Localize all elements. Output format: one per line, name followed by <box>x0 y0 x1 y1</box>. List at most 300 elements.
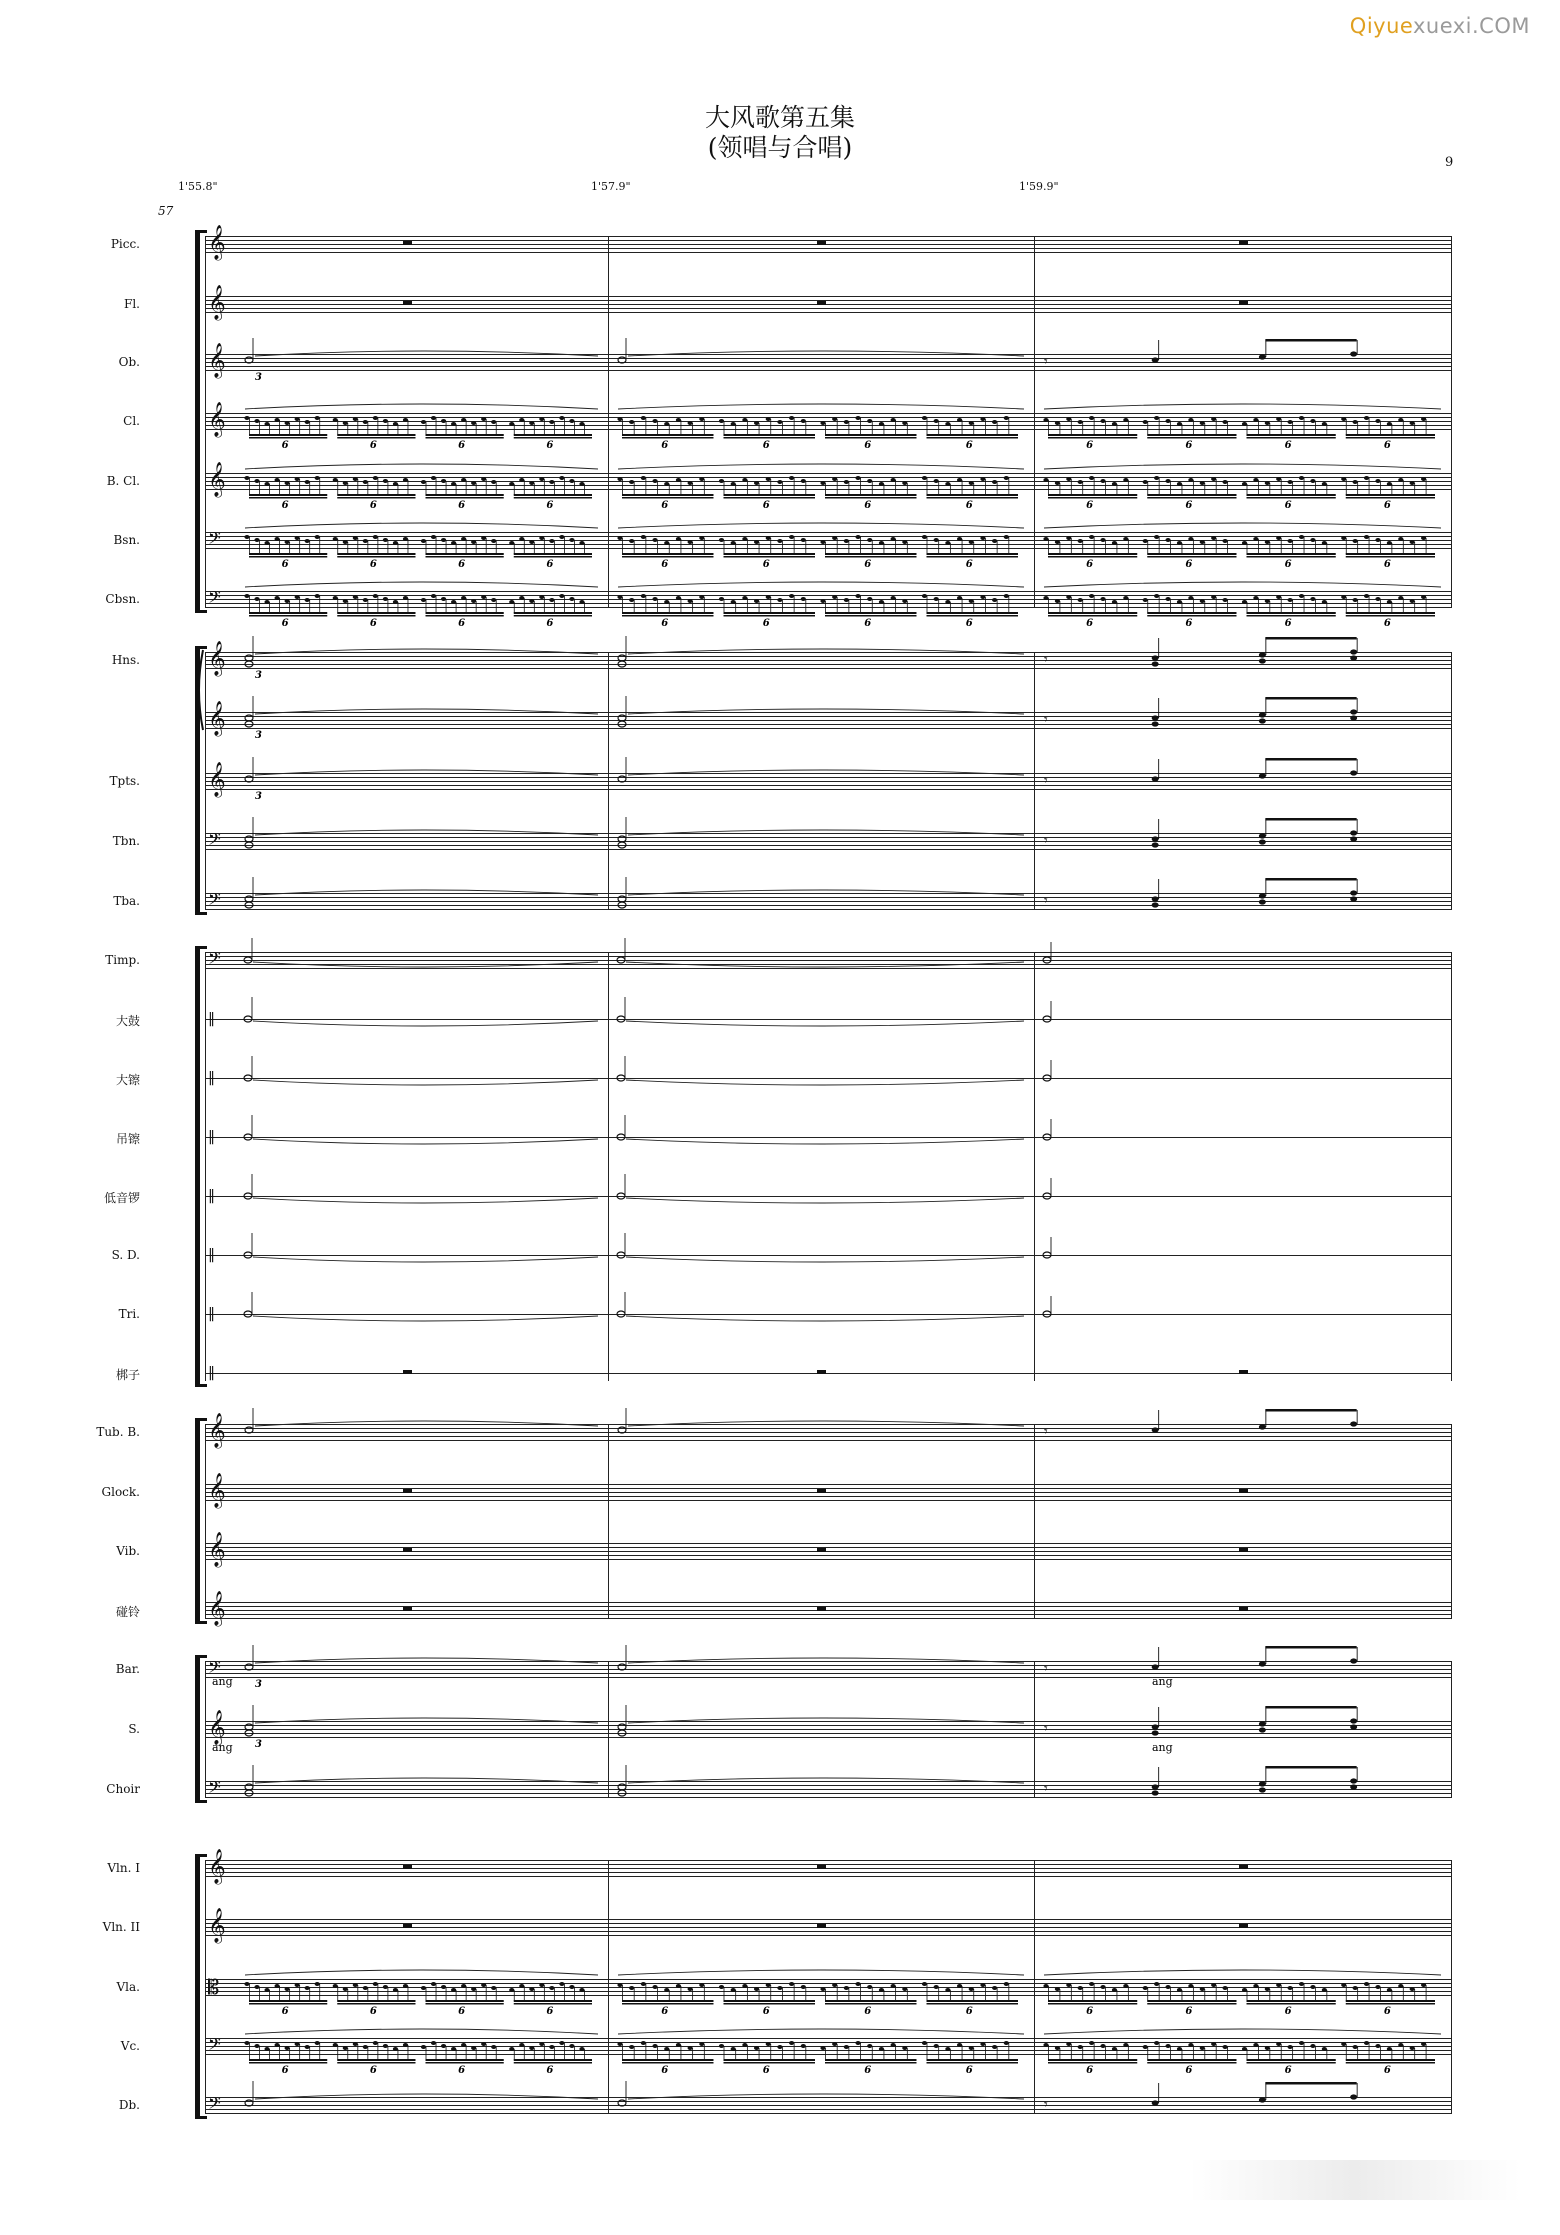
notehead <box>1421 536 1426 540</box>
notehead <box>879 600 884 604</box>
tuplet-number: 6 <box>762 440 770 451</box>
treble-clef-icon: 𝄞 <box>208 343 226 378</box>
half-note <box>617 1193 625 1199</box>
notehead <box>742 2043 747 2047</box>
notehead <box>766 595 771 599</box>
notehead <box>1066 2042 1071 2046</box>
notehead <box>1322 600 1327 604</box>
tuplet-number: 6 <box>762 559 770 570</box>
half-note <box>244 1193 252 1199</box>
notehead <box>1152 1664 1159 1669</box>
tuplet-number: 6 <box>1185 559 1193 570</box>
notehead <box>867 538 872 542</box>
notehead <box>1276 536 1281 540</box>
notehead <box>820 2046 825 2050</box>
notehead <box>461 418 466 422</box>
notehead <box>559 594 564 598</box>
slur <box>618 464 1024 469</box>
notehead <box>461 537 466 541</box>
notehead <box>1055 421 1060 425</box>
slur <box>245 2029 598 2034</box>
beam <box>1346 2059 1435 2061</box>
notehead <box>832 536 837 540</box>
notehead <box>789 1982 794 1986</box>
tuplet-number: 6 <box>281 440 289 451</box>
notehead <box>245 661 253 667</box>
notehead <box>509 541 514 545</box>
notehead <box>618 661 626 667</box>
beam <box>1147 615 1236 617</box>
notehead <box>1375 1985 1380 1989</box>
notehead <box>1200 481 1205 485</box>
notehead <box>509 422 514 426</box>
notehead <box>315 594 320 598</box>
notehead <box>820 421 825 425</box>
notehead <box>1089 1982 1094 1986</box>
tie <box>628 2094 1024 2099</box>
tuplet-number: 6 <box>369 2006 377 2017</box>
notehead <box>867 419 872 423</box>
tie <box>628 1718 1024 1723</box>
beam <box>1346 494 1435 496</box>
notehead <box>579 482 584 486</box>
tie <box>628 709 1024 714</box>
notehead <box>699 536 704 540</box>
notehead <box>285 1987 290 1991</box>
notehead <box>980 536 985 540</box>
half-note <box>244 1252 252 1258</box>
notehead <box>1421 1983 1426 1987</box>
notehead <box>1123 1984 1128 1988</box>
notehead <box>1242 1988 1247 1992</box>
notehead <box>264 541 269 545</box>
beam <box>249 615 327 617</box>
notehead <box>1375 479 1380 483</box>
notehead <box>1299 2041 1304 2045</box>
tuplet-number: 6 <box>661 559 669 570</box>
beam <box>426 615 504 617</box>
notehead <box>922 1982 927 1986</box>
notehead <box>832 595 837 599</box>
beam <box>1048 2059 1137 2061</box>
beam <box>622 2000 714 2002</box>
notehead <box>1055 2046 1060 2050</box>
notehead <box>1350 351 1357 356</box>
notehead <box>879 1988 884 1992</box>
notehead <box>891 418 896 422</box>
notehead <box>441 2044 446 2048</box>
notehead <box>264 482 269 486</box>
notehead <box>980 1983 985 1987</box>
notehead <box>519 1984 524 1988</box>
notehead <box>731 422 736 426</box>
slur <box>245 464 598 469</box>
half-note <box>617 1134 625 1140</box>
notehead <box>569 479 574 483</box>
notehead <box>1259 1787 1266 1792</box>
beam <box>927 2059 1019 2061</box>
notehead <box>801 597 806 601</box>
notehead <box>754 1987 759 1991</box>
tuplet-number: 6 <box>1383 2065 1391 2076</box>
notehead <box>1299 416 1304 420</box>
watermark-brand: Qiyue <box>1349 14 1413 38</box>
notehead <box>245 721 253 727</box>
notehead <box>618 896 626 902</box>
notehead <box>471 481 476 485</box>
notehead <box>559 2041 564 2045</box>
beam <box>337 497 415 499</box>
notehead <box>891 1984 896 1988</box>
notehead <box>1265 481 1270 485</box>
notehead <box>353 536 358 540</box>
notehead <box>742 596 747 600</box>
page-title: 大风歌第五集 <box>704 103 855 132</box>
bass-clef-icon: 𝄢 <box>208 889 221 913</box>
notehead <box>969 421 974 425</box>
notehead <box>549 480 554 484</box>
beam <box>1247 2000 1336 2002</box>
notehead <box>343 599 348 603</box>
notehead <box>617 595 622 599</box>
notehead <box>1350 1658 1357 1663</box>
notehead <box>1055 481 1060 485</box>
notehead <box>1259 1781 1266 1786</box>
notehead <box>867 479 872 483</box>
notehead <box>766 417 771 421</box>
tie <box>255 1658 598 1663</box>
notehead <box>353 477 358 481</box>
notehead <box>1288 420 1293 424</box>
instrument-label: Vc. <box>120 2039 140 2053</box>
notehead <box>957 1984 962 1988</box>
notehead <box>1004 2041 1009 2045</box>
beam <box>1147 2000 1236 2002</box>
notehead <box>855 1982 860 1986</box>
notehead <box>1188 537 1193 541</box>
tuplet-number: 6 <box>1284 2006 1292 2017</box>
notehead <box>1265 2046 1270 2050</box>
tuplet-number: 6 <box>1086 2065 1094 2076</box>
beam <box>622 556 714 558</box>
notehead <box>441 1985 446 1989</box>
notehead <box>403 2043 408 2047</box>
slur <box>245 1970 598 1975</box>
notehead <box>688 421 693 425</box>
beam <box>426 2000 504 2002</box>
beam <box>724 494 816 496</box>
notehead <box>664 2047 669 2051</box>
notehead <box>676 1984 681 1988</box>
tuplet-number: 6 <box>546 2006 554 2017</box>
notehead <box>902 421 907 425</box>
notehead <box>980 417 985 421</box>
notehead <box>902 2046 907 2050</box>
notehead <box>1259 1661 1266 1666</box>
tie <box>626 1198 1024 1203</box>
notehead <box>1299 535 1304 539</box>
tuplet-number: 6 <box>864 500 872 511</box>
notehead <box>1259 1424 1266 1429</box>
notehead <box>699 477 704 481</box>
tuplet-number: 6 <box>369 440 377 451</box>
beam <box>1147 612 1236 614</box>
notehead <box>902 599 907 603</box>
notehead <box>1188 478 1193 482</box>
lyric-syllable: ang <box>212 1741 233 1754</box>
notehead <box>1259 839 1266 844</box>
tie <box>628 830 1024 835</box>
tuplet-number: 6 <box>965 440 973 451</box>
half-note <box>244 1075 252 1081</box>
notehead <box>481 1983 486 1987</box>
notehead <box>719 2044 724 2048</box>
notehead <box>1004 1982 1009 1986</box>
notehead <box>539 595 544 599</box>
notehead <box>529 1987 534 1991</box>
instrument-label: Timp. <box>105 953 140 967</box>
notehead <box>1152 1784 1159 1789</box>
notehead <box>471 599 476 603</box>
notehead <box>618 721 626 727</box>
notehead <box>945 482 950 486</box>
eighth-rest-icon: 𝄾 <box>1044 1661 1048 1677</box>
tuplet-number: 6 <box>458 2006 466 2017</box>
notehead <box>1364 594 1369 598</box>
notehead <box>754 2046 759 2050</box>
notehead <box>1265 599 1270 603</box>
beam <box>1247 437 1336 439</box>
beam <box>1265 339 1356 342</box>
notehead <box>1398 1984 1403 1988</box>
tuplet-number: 6 <box>458 618 466 629</box>
notehead <box>559 535 564 539</box>
notehead <box>245 2100 253 2106</box>
beam <box>514 2003 592 2005</box>
notehead <box>461 1984 466 1988</box>
half-note <box>1043 957 1051 963</box>
notehead <box>664 422 669 426</box>
beam <box>1265 1646 1356 1649</box>
notehead <box>1066 536 1071 540</box>
notehead <box>1410 421 1415 425</box>
notehead <box>801 538 806 542</box>
notehead <box>1188 1984 1193 1988</box>
notehead <box>688 2046 693 2050</box>
tuplet-number: 6 <box>281 2006 289 2017</box>
notehead <box>922 535 927 539</box>
lyric-syllable: ang <box>212 1675 233 1688</box>
horn-brace <box>199 650 203 730</box>
notehead <box>254 538 259 542</box>
notehead <box>244 594 249 598</box>
beam <box>724 556 816 558</box>
notehead <box>719 419 724 423</box>
notehead <box>579 600 584 604</box>
notehead <box>1165 597 1170 601</box>
notehead <box>1165 1985 1170 1989</box>
notehead <box>431 594 436 598</box>
notehead <box>539 1983 544 1987</box>
notehead <box>1350 830 1357 835</box>
notehead <box>481 595 486 599</box>
notehead <box>1398 478 1403 482</box>
instrument-label: Tpts. <box>109 774 140 788</box>
notehead <box>1259 354 1266 359</box>
notehead <box>264 1988 269 1992</box>
notehead <box>652 538 657 542</box>
notehead <box>539 417 544 421</box>
notehead <box>431 2041 436 2045</box>
notehead <box>1043 537 1048 541</box>
half-note <box>244 1311 252 1317</box>
notehead <box>1154 535 1159 539</box>
instrument-label: S. <box>128 1722 140 1736</box>
slur <box>1044 464 1441 469</box>
notehead <box>315 2041 320 2045</box>
notehead <box>945 541 950 545</box>
bass-clef-icon: 𝄢 <box>208 948 221 972</box>
notehead <box>1112 541 1117 545</box>
notehead <box>295 536 300 540</box>
notehead <box>1242 600 1247 604</box>
notehead <box>1350 890 1357 895</box>
notehead <box>274 1984 279 1988</box>
notehead <box>1152 357 1159 362</box>
notehead <box>569 538 574 542</box>
beam <box>1247 553 1336 555</box>
notehead <box>1387 541 1392 545</box>
notehead <box>245 896 253 902</box>
notehead <box>902 1987 907 1991</box>
tuplet-number: 6 <box>661 440 669 451</box>
notehead <box>1200 2046 1205 2050</box>
notehead <box>1043 478 1048 482</box>
notehead <box>1387 422 1392 426</box>
notehead <box>295 2042 300 2046</box>
treble-clef-icon: 𝄞 <box>208 1591 226 1626</box>
notehead <box>481 536 486 540</box>
notehead <box>754 540 759 544</box>
notehead <box>579 541 584 545</box>
notehead <box>844 539 849 543</box>
beam <box>1048 553 1137 555</box>
notehead <box>1043 418 1048 422</box>
tuplet-number: 6 <box>661 500 669 511</box>
treble-clef-icon: 𝄞 <box>208 1532 226 1567</box>
beam <box>1346 434 1435 436</box>
bass-clef-icon: 𝄢 <box>208 2093 221 2117</box>
notehead <box>274 2043 279 2047</box>
tuplet-number: 3 <box>255 1739 262 1750</box>
beam <box>927 556 1019 558</box>
beam <box>1048 615 1137 617</box>
notehead <box>353 1983 358 1987</box>
notehead <box>421 598 426 602</box>
notehead <box>1143 539 1148 543</box>
tie <box>253 962 598 967</box>
notehead <box>509 482 514 486</box>
notehead <box>789 594 794 598</box>
tuplet-number: 6 <box>546 2065 554 2076</box>
notehead <box>1350 2094 1357 2099</box>
notehead <box>333 596 338 600</box>
notehead <box>1364 476 1369 480</box>
notehead <box>618 1730 626 1736</box>
notehead <box>855 2041 860 2045</box>
notehead <box>1177 482 1182 486</box>
beam <box>249 494 327 496</box>
slur <box>245 582 598 587</box>
bass-clef-icon: 𝄢 <box>208 829 221 853</box>
slur <box>245 404 598 409</box>
notehead <box>664 600 669 604</box>
notehead <box>421 1986 426 1990</box>
beam <box>724 2003 816 2005</box>
notehead <box>254 1985 259 1989</box>
notehead <box>519 418 524 422</box>
slur <box>1044 1970 1441 1975</box>
beam <box>724 2059 816 2061</box>
notehead <box>1112 482 1117 486</box>
notehead <box>629 480 634 484</box>
notehead <box>315 416 320 420</box>
notehead <box>1350 836 1357 841</box>
tie <box>255 1718 598 1723</box>
notehead <box>1154 416 1159 420</box>
tie <box>628 890 1024 895</box>
notehead <box>1078 480 1083 484</box>
notehead <box>1341 536 1346 540</box>
notehead <box>922 2041 927 2045</box>
beam <box>1147 434 1236 436</box>
beam <box>1247 494 1336 496</box>
beam <box>927 497 1019 499</box>
slur <box>1044 2029 1441 2034</box>
notehead <box>1222 539 1227 543</box>
notehead <box>245 1730 253 1736</box>
notehead <box>471 421 476 425</box>
notehead <box>1152 655 1159 660</box>
tuplet-number: 6 <box>965 559 973 570</box>
tuplet-number: 6 <box>546 440 554 451</box>
beam <box>1147 2003 1236 2005</box>
notehead <box>699 2042 704 2046</box>
notehead <box>343 421 348 425</box>
notehead <box>1375 538 1380 542</box>
notehead <box>383 538 388 542</box>
notehead <box>1123 2043 1128 2047</box>
notehead <box>652 597 657 601</box>
tuplet-number: 6 <box>1086 500 1094 511</box>
alto-clef-icon: 𝄡 <box>208 1975 220 1999</box>
beam <box>1048 612 1137 614</box>
notehead <box>1089 2041 1094 2045</box>
notehead <box>1152 1790 1159 1795</box>
tie <box>626 1257 1024 1262</box>
tuplet-number: 6 <box>458 440 466 451</box>
tuplet-number: 6 <box>458 500 466 511</box>
notehead <box>1421 477 1426 481</box>
notehead <box>1276 595 1281 599</box>
notehead <box>902 481 907 485</box>
notehead <box>305 2045 310 2049</box>
tie <box>253 1198 598 1203</box>
notehead <box>1288 2045 1293 2049</box>
notehead <box>934 479 939 483</box>
notehead <box>992 598 997 602</box>
instrument-label: 低音锣 <box>103 1191 140 1205</box>
